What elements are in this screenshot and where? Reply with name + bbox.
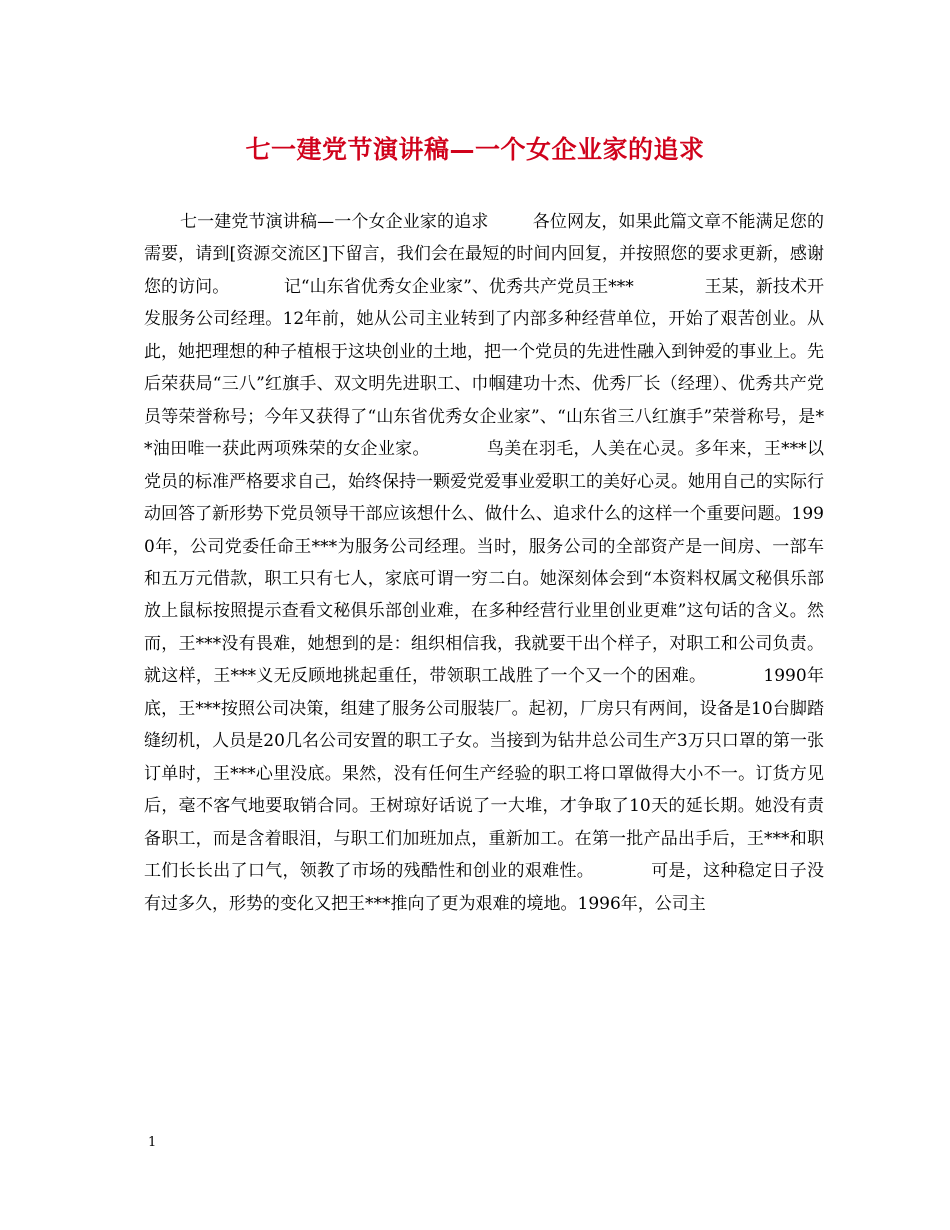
document-body: [144, 206, 824, 920]
page-number: 1: [148, 1135, 157, 1150]
document-title: 七一建党节演讲稿—一个女企业家的追求: [245, 135, 705, 164]
body-paragraph: 七一建党节演讲稿—一个女企业家的追求 各位网友，如果此篇文章不能满足您的需要，请到[资源交流区]下留言，我们会在最短的时间内回复，并按照您的要求更新，感谢您的访问。 记“山东省优秀女企业家”、优秀共产党员王*** 王某，新技术开发服务公司经理。12年前，她从公司主业转到了内部多种经营单位，开始了艰苦创业。从此，她把理想的种子植根于这块创业的土地，把一个党员的先进性融入到钟爱的事业上。先后荣获局“三八”红旗手、双文明先进职工、巾帼建功十杰、优秀厂长（经理）、优秀共产党员等荣誉称号；今年又获得了“山东省优秀女企业家”、“山东省三八红旗手”荣誉称号，是**油田唯一获此两项殊荣的女企业家。 鸟美在羽毛，人美在心灵。多年来，王***以党员的标准严格要求自己，始终保持一颗爱党爱事业爱职工的美好心灵。她用自己的实际行动回答了新形势下党员领导干部应该想什么、做什么、追求什么的这样一个重要问题。1990年，公司党委任命王***为服务公司经理。当时，服务公司的全部资产是一间房、一部车和五万元借款，职工只有七人，家底可谓一穷二白。她深刻体会到“本资料权属文秘俱乐部放上鼠标按照提示查看文秘俱乐部创业难，在多种经营行业里创业更难”这句话的含义。然而，王***没有畏难，她想到的是：组织相信我，我就要干出个样子，对职工和公司负责。就这样，王***义无反顾地挑起重任，带领职工战胜了一个又一个的困难。 1990年底，王***按照公司决策，组建了服务公司服装厂。起初，厂房只有两间，设备是10台脚踏缝纫机，人员是20几名公司安置的职工子女。当接到为钻井总公司生产3万只口罩的第一张订单时，王***心里没底。果然，没有任何生产经验的职工将口罩做得大小不一。订货方见后，毫不客气地要取销合同。王树琼好话说了一大堆，才争取了10天的延长期。她没有责备职工，而是含着眼泪，与职工们加班加点，重新加工。在第一批产品出手后，王***和职工们长长出了口气，领教了市场的残酷性和创业的艰难性。 可是，这种稳定日子没有过多久，形势的变化又把王***推向了更为艰难的境地。1996年，公司主: [144, 212, 824, 914]
